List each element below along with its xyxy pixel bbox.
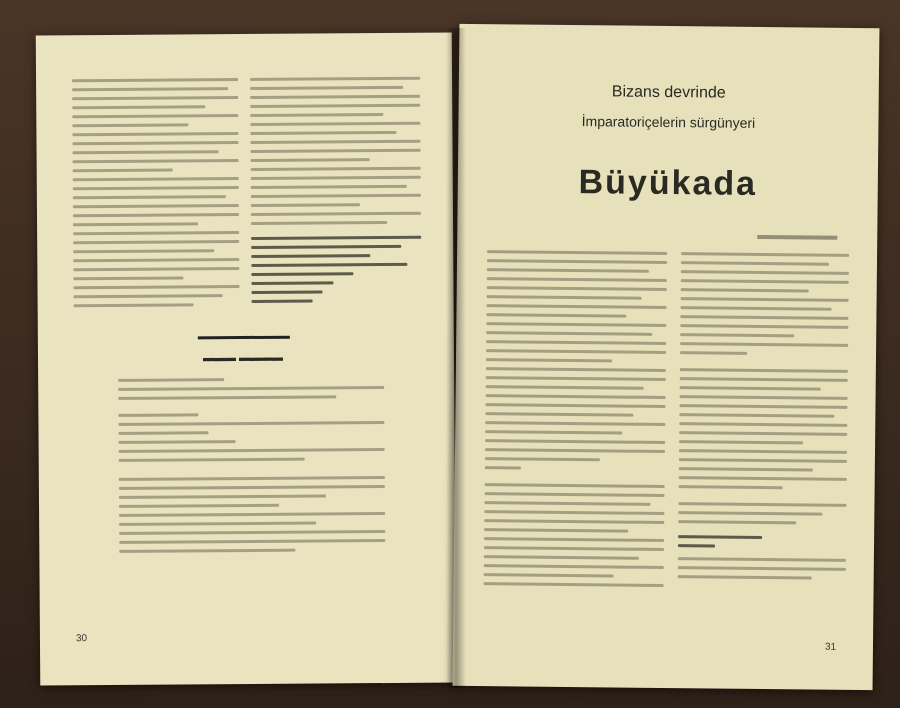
left-column-text <box>72 78 240 313</box>
author-byline <box>757 235 837 240</box>
right-page <box>453 24 880 690</box>
right-page-number: 31 <box>824 641 837 653</box>
article-column-2 <box>678 252 849 586</box>
article-column-1 <box>484 250 668 593</box>
left-page <box>36 33 457 686</box>
main-title: Büyükada <box>578 163 758 203</box>
section-title-smudge: ▬▬▬ ▬▬▬▬ <box>202 351 284 365</box>
section-body-text <box>118 377 385 559</box>
left-page-number: 30 <box>75 633 88 645</box>
book-gutter <box>446 28 466 688</box>
heading-line-1: Bizans devrinde <box>611 83 726 102</box>
heading-line-2: İmparatoriçelerin sürgünyeri <box>581 113 756 131</box>
right-column-text <box>250 77 422 309</box>
section-divider <box>198 336 290 340</box>
